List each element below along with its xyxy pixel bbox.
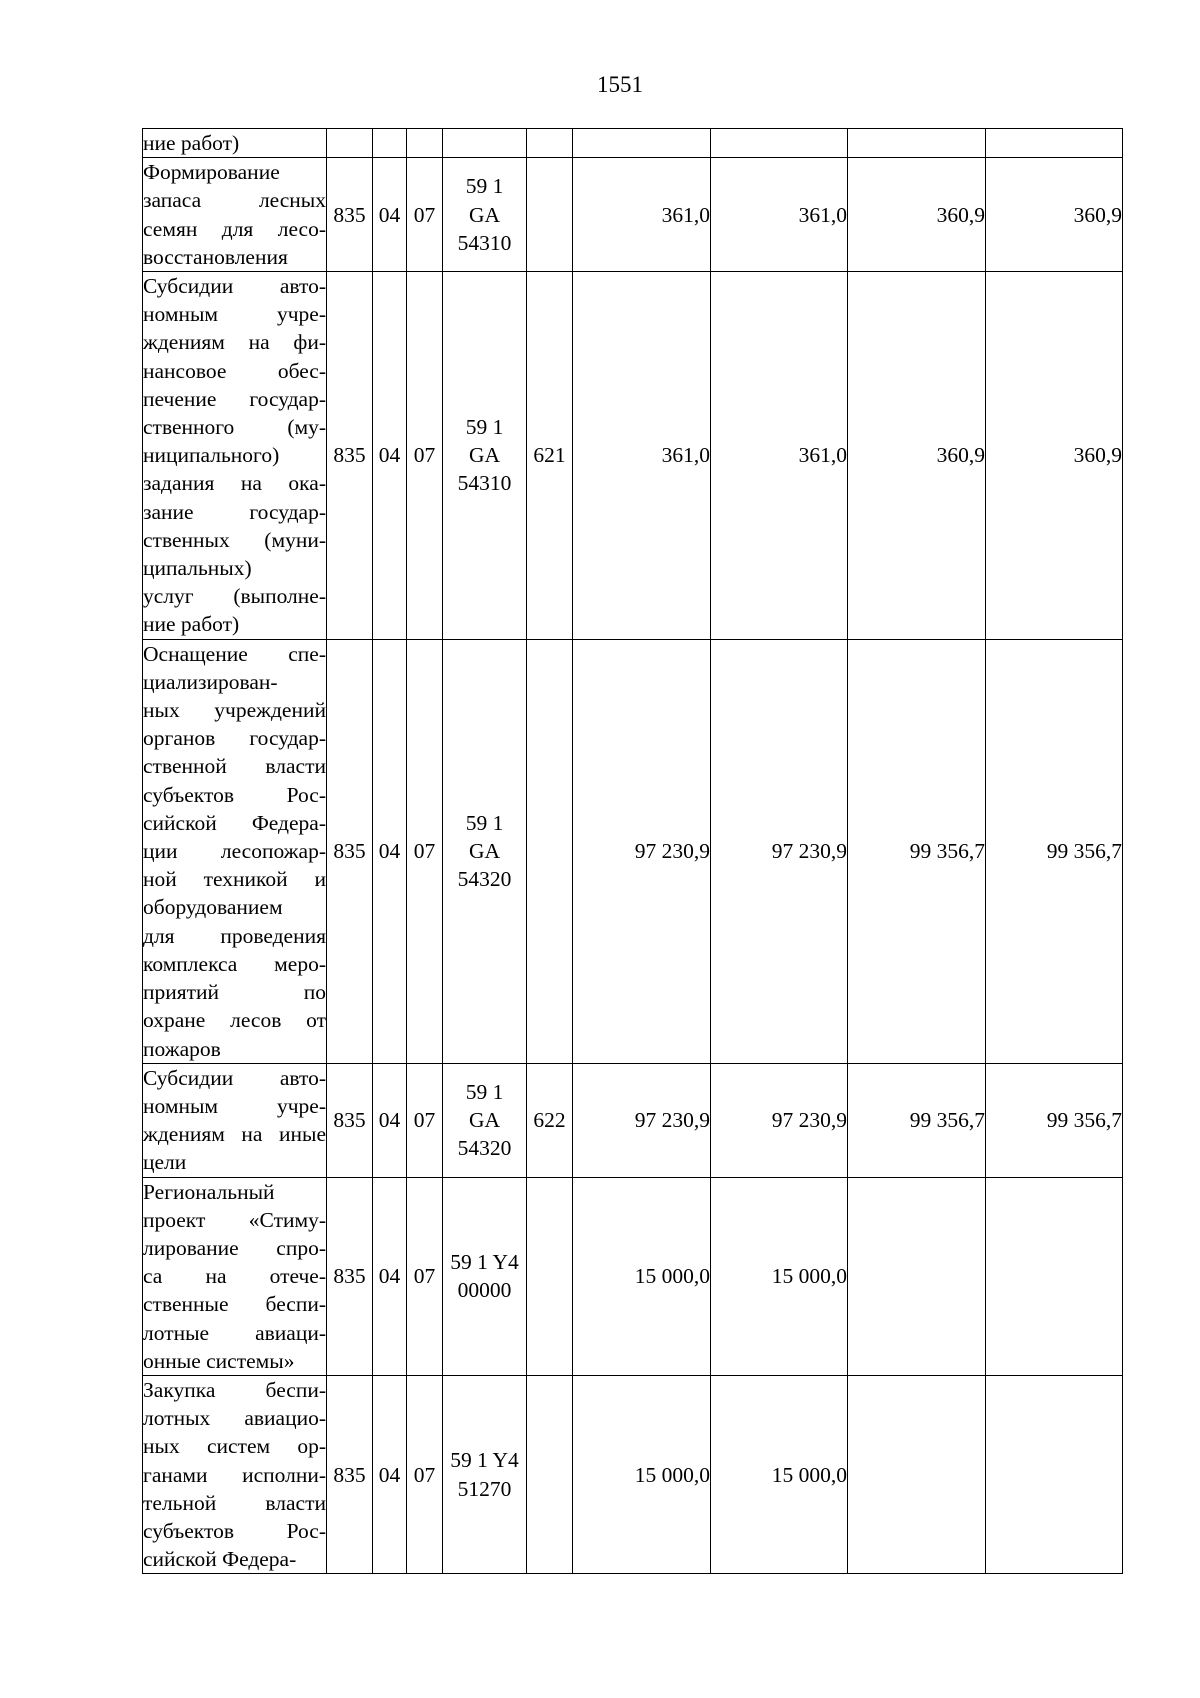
description-line: сийской Федера- (143, 1547, 297, 1572)
amount-v1: 361,0 (573, 272, 711, 640)
description-line: ственных (муни- (143, 527, 326, 552)
description-line: ственной власти (143, 754, 326, 779)
description-line: ственного (му- (143, 415, 326, 440)
target-article-line: 51270 (457, 1476, 512, 1501)
target-article-line: 00000 (457, 1278, 512, 1303)
target-article-line: GA (468, 443, 501, 468)
description-line: охране лесов от (143, 1008, 326, 1033)
description-line: субъектов Рос- (143, 1518, 326, 1543)
amount-v3 (848, 129, 986, 158)
code-admin: 835 (327, 1063, 373, 1177)
expense-type-code (527, 1177, 573, 1375)
amount-v4 (986, 1177, 1123, 1375)
description-line: Закупка беспи- (143, 1377, 326, 1402)
amount-v4 (986, 129, 1123, 158)
code-section: 04 (373, 272, 407, 640)
description-line: печение государ- (143, 386, 326, 411)
amount-v1 (573, 129, 711, 158)
code-subsection: 07 (407, 1177, 443, 1375)
page-number: 1551 (597, 72, 643, 97)
target-article-code (443, 1375, 527, 1573)
code-subsection: 07 (407, 639, 443, 1063)
target-article-line: 54310 (457, 230, 512, 255)
table-row (143, 1063, 1123, 1177)
code-admin (327, 129, 373, 158)
code-admin: 835 (327, 272, 373, 640)
target-article-line: 59 1 (465, 1079, 504, 1104)
description-line: ственные беспи- (143, 1292, 326, 1317)
amount-v1: 97 230,9 (573, 639, 711, 1063)
description-line: ние работ) (143, 612, 240, 637)
amount-v1: 361,0 (573, 158, 711, 272)
target-article-stack (458, 413, 512, 498)
description-line: нансовое обес- (143, 358, 326, 383)
amount-v3: 99 356,7 (848, 1063, 986, 1177)
amount-v3: 360,9 (848, 158, 986, 272)
description-line: ных учреждений (143, 698, 326, 723)
row-description (143, 158, 327, 272)
table-row (143, 1177, 1123, 1375)
description-line: запаса лесных (143, 188, 326, 213)
target-article-line: 54320 (457, 867, 512, 892)
amount-v1: 97 230,9 (573, 1063, 711, 1177)
description-line: субъектов Рос- (143, 782, 326, 807)
target-article-line: 54320 (457, 1136, 512, 1161)
description-line: ниципального) (143, 443, 280, 468)
target-article-stack (450, 1248, 518, 1304)
description-line: ждениям на фи- (143, 330, 326, 355)
amount-v4: 360,9 (986, 272, 1123, 640)
description-line: тельной власти (143, 1490, 326, 1515)
description-line: номным учре- (143, 1093, 326, 1118)
amount-v2: 97 230,9 (711, 1063, 848, 1177)
target-article-code (443, 1177, 527, 1375)
row-description (143, 639, 327, 1063)
description-line: циализирован- (143, 669, 278, 694)
target-article-code (443, 639, 527, 1063)
description-line: сийской Федера- (143, 810, 326, 835)
target-article-code (443, 129, 527, 158)
amount-v2: 361,0 (711, 158, 848, 272)
description-line: ных систем ор- (143, 1434, 326, 1459)
description-line: Субсидии авто- (143, 1065, 326, 1090)
code-admin: 835 (327, 158, 373, 272)
target-article-line: 59 1 Y4 (450, 1448, 519, 1473)
row-description (143, 272, 327, 640)
target-article-line: 59 1 (465, 174, 504, 199)
description-line: ждениям на иные (143, 1122, 326, 1147)
code-section: 04 (373, 1177, 407, 1375)
target-article-line: GA (468, 839, 501, 864)
expense-type-code: 622 (527, 1063, 573, 1177)
description-line: лотные авиаци- (143, 1320, 326, 1345)
amount-v4 (986, 1375, 1123, 1573)
code-admin: 835 (327, 1375, 373, 1573)
code-admin: 835 (327, 1177, 373, 1375)
target-article-code (443, 1063, 527, 1177)
code-section (373, 129, 407, 158)
code-subsection (407, 129, 443, 158)
description-line: услуг (выполне- (143, 584, 326, 609)
code-admin: 835 (327, 639, 373, 1063)
expense-type-code (527, 1375, 573, 1573)
target-article-stack (458, 172, 512, 257)
description-line: проект «Стиму- (143, 1207, 326, 1232)
description-line: ной техникой и (143, 867, 326, 892)
description-line: са на отече- (143, 1264, 326, 1289)
table-row (143, 272, 1123, 640)
target-article-stack (458, 809, 512, 894)
target-article-line: GA (468, 202, 501, 227)
code-section: 04 (373, 1375, 407, 1573)
description-line: ции лесопожар- (143, 839, 326, 864)
description-line: для проведения (143, 923, 326, 948)
table-row (143, 129, 1123, 158)
description-line: Региональный (143, 1179, 275, 1204)
description-line: лотных авиацио- (143, 1406, 326, 1431)
target-article-code (443, 272, 527, 640)
expense-type-code (527, 639, 573, 1063)
description-line: органов государ- (143, 726, 326, 751)
amount-v2: 15 000,0 (711, 1375, 848, 1573)
table-row (143, 639, 1123, 1063)
target-article-line: 59 1 Y4 (450, 1250, 519, 1275)
description-line: восстановления (143, 244, 288, 269)
target-article-line: GA (468, 1108, 501, 1132)
amount-v2: 97 230,9 (711, 639, 848, 1063)
budget-table (142, 128, 1123, 1574)
amount-v4: 99 356,7 (986, 639, 1123, 1063)
code-subsection: 07 (407, 1063, 443, 1177)
description-line: ние работ) (143, 131, 240, 155)
code-subsection: 07 (407, 272, 443, 640)
amount-v1: 15 000,0 (573, 1177, 711, 1375)
description-line: семян для лесо- (143, 216, 326, 241)
description-line: лирование спро- (143, 1235, 326, 1260)
description-line: ципальных) (143, 556, 252, 581)
description-line: Оснащение спе- (143, 641, 326, 666)
code-subsection: 07 (407, 1375, 443, 1573)
amount-v2 (711, 129, 848, 158)
target-article-line: 59 1 (465, 415, 504, 440)
description-line: цели (143, 1150, 187, 1175)
row-description (143, 1177, 327, 1375)
row-description (143, 1063, 327, 1177)
row-description (143, 1375, 327, 1573)
amount-v4: 99 356,7 (986, 1063, 1123, 1177)
amount-v3 (848, 1375, 986, 1573)
target-article-line: 59 1 (465, 810, 504, 835)
amount-v3: 99 356,7 (848, 639, 986, 1063)
description-line: зание государ- (143, 499, 326, 524)
description-line: номным учре- (143, 302, 326, 327)
target-article-stack (458, 1078, 512, 1163)
amount-v1: 15 000,0 (573, 1375, 711, 1573)
expense-type-code: 621 (527, 272, 573, 640)
target-article-line: 54310 (457, 471, 512, 496)
target-article-code (443, 158, 527, 272)
amount-v3: 360,9 (848, 272, 986, 640)
code-section: 04 (373, 158, 407, 272)
amount-v2: 15 000,0 (711, 1177, 848, 1375)
description-line: пожаров (143, 1036, 221, 1061)
table-row (143, 1375, 1123, 1573)
code-section: 04 (373, 1063, 407, 1177)
table-row (143, 158, 1123, 272)
amount-v2: 361,0 (711, 272, 848, 640)
expense-type-code (527, 158, 573, 272)
description-line: оборудованием (143, 895, 283, 920)
row-description (143, 129, 327, 158)
amount-v4: 360,9 (986, 158, 1123, 272)
code-subsection: 07 (407, 158, 443, 272)
description-line: задания на ока- (143, 471, 326, 496)
description-line: приятий по (143, 980, 326, 1005)
description-line: онные системы» (143, 1348, 295, 1373)
expense-type-code (527, 129, 573, 158)
description-line: Субсидии авто- (143, 274, 326, 299)
description-line: ганами исполни- (143, 1462, 326, 1487)
amount-v3 (848, 1177, 986, 1375)
description-line: комплекса меро- (143, 951, 326, 976)
description-line: Формирование (143, 160, 280, 185)
code-section: 04 (373, 639, 407, 1063)
target-article-stack (450, 1446, 518, 1502)
